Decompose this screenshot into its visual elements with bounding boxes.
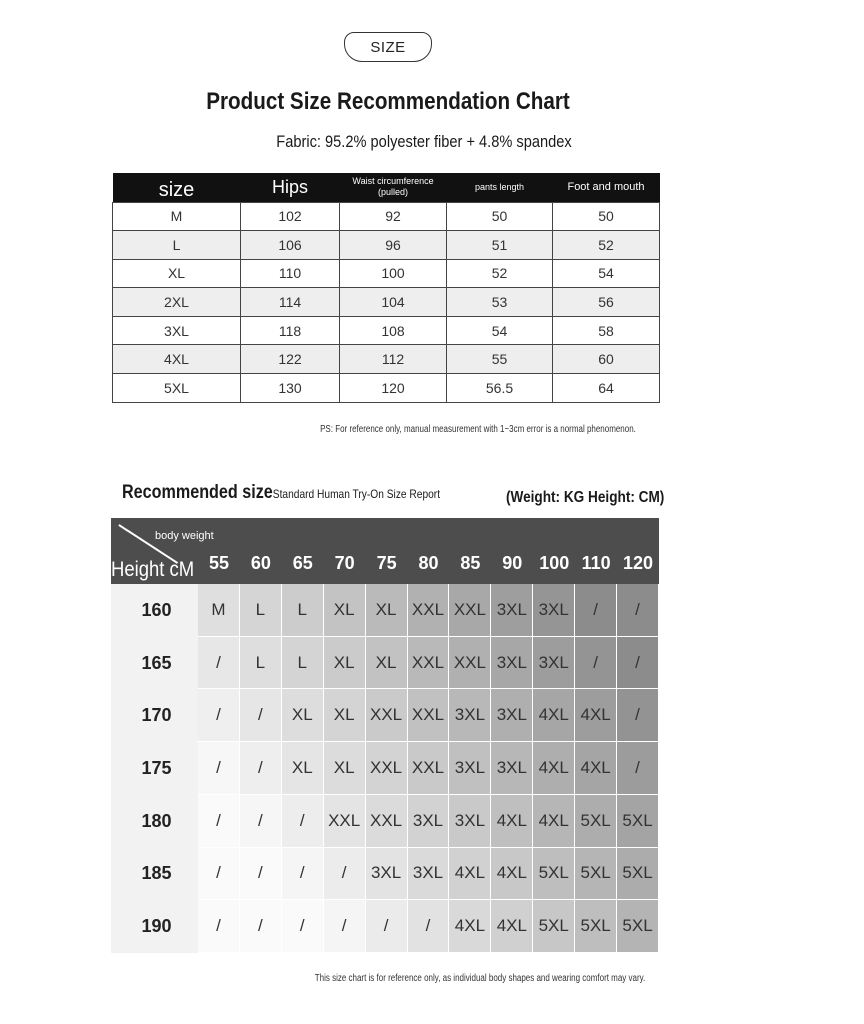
- size-cell: /: [240, 742, 282, 795]
- size-cell: 3XL: [449, 689, 491, 742]
- size-cell: 3XL: [533, 584, 575, 637]
- size-cell: XL: [282, 689, 324, 742]
- corner-height: Height cM: [111, 558, 195, 581]
- size-cell: /: [240, 900, 282, 953]
- recommend-title: [122, 482, 440, 504]
- size-table-header: [113, 173, 660, 202]
- size-cell: 4XL: [491, 795, 533, 848]
- size-cell: XL: [282, 742, 324, 795]
- height-label: 170: [111, 689, 198, 742]
- size-cell: 5XL: [575, 900, 617, 953]
- table-cell: 2XL: [113, 288, 241, 317]
- footer-note: This size chart is for reference only, as individual body shapes and wearing comfort may vary.: [314, 973, 646, 984]
- recommend-subtitle: Standard Human Try-On Size Report: [272, 487, 441, 501]
- weight-header: 75: [366, 518, 408, 584]
- size-cell: L: [240, 584, 282, 637]
- weight-header: 100: [533, 518, 575, 584]
- size-cell: 3XL: [491, 584, 533, 637]
- size-cell: 3XL: [533, 637, 575, 690]
- size-cell: /: [324, 900, 366, 953]
- size-cell: 5XL: [533, 900, 575, 953]
- size-cell: M: [198, 584, 240, 637]
- size-cell: L: [282, 584, 324, 637]
- size-cell: /: [240, 689, 282, 742]
- size-cell: /: [617, 742, 659, 795]
- table-cell: 102: [241, 202, 340, 231]
- table-row: [113, 345, 660, 374]
- size-cell: 3XL: [449, 742, 491, 795]
- header-hips: Hips: [241, 173, 340, 202]
- height-label: 175: [111, 742, 198, 795]
- weight-header: 80: [408, 518, 450, 584]
- table-cell: M: [113, 202, 241, 231]
- size-cell: 5XL: [617, 900, 659, 953]
- size-cell: 3XL: [408, 848, 450, 901]
- table-cell: 54: [447, 316, 553, 345]
- size-cell: XL: [324, 689, 366, 742]
- header-waist: Waist circumference (pulled): [340, 173, 447, 202]
- weight-header: 90: [491, 518, 533, 584]
- size-cell: /: [198, 742, 240, 795]
- weight-header: 55: [198, 518, 240, 584]
- size-cell: 4XL: [533, 689, 575, 742]
- recommendation-grid: [111, 518, 659, 953]
- size-cell: XL: [324, 742, 366, 795]
- size-cell: /: [617, 584, 659, 637]
- table-cell: 5XL: [113, 374, 241, 403]
- size-cell: XXL: [408, 742, 450, 795]
- size-cell: 5XL: [575, 848, 617, 901]
- size-cell: 5XL: [533, 848, 575, 901]
- table-cell: 60: [553, 345, 660, 374]
- weight-header: 60: [240, 518, 282, 584]
- table-cell: 130: [241, 374, 340, 403]
- size-cell: XXL: [408, 689, 450, 742]
- size-table: [112, 173, 660, 403]
- weight-header: 120: [617, 518, 659, 584]
- table-cell: XL: [113, 259, 241, 288]
- size-cell: 4XL: [491, 848, 533, 901]
- size-cell: XXL: [324, 795, 366, 848]
- table-cell: 58: [553, 316, 660, 345]
- size-cell: 3XL: [491, 689, 533, 742]
- table-cell: 50: [447, 202, 553, 231]
- size-cell: /: [324, 848, 366, 901]
- size-cell: /: [575, 584, 617, 637]
- size-cell: /: [198, 848, 240, 901]
- weight-header: 65: [282, 518, 324, 584]
- size-cell: XL: [324, 637, 366, 690]
- header-pants-length: pants length: [447, 173, 553, 202]
- page-title: Product Size Recommendation Chart: [206, 88, 570, 115]
- table-cell: 108: [340, 316, 447, 345]
- size-cell: /: [198, 900, 240, 953]
- size-cell: XXL: [366, 795, 408, 848]
- size-cell: 5XL: [617, 795, 659, 848]
- size-cell: 3XL: [491, 637, 533, 690]
- size-cell: 3XL: [449, 795, 491, 848]
- table-cell: 54: [553, 259, 660, 288]
- table-row: [113, 316, 660, 345]
- height-label: 185: [111, 848, 198, 901]
- table-cell: 110: [241, 259, 340, 288]
- table-cell: 92: [340, 202, 447, 231]
- table-cell: 3XL: [113, 316, 241, 345]
- size-cell: /: [240, 795, 282, 848]
- weight-header: 110: [575, 518, 617, 584]
- size-cell: 4XL: [533, 742, 575, 795]
- table-cell: 106: [241, 231, 340, 260]
- size-cell: 3XL: [491, 742, 533, 795]
- table-cell: 55: [447, 345, 553, 374]
- table-row: [113, 374, 660, 403]
- recommend-title-text: Recommended size: [122, 482, 273, 503]
- size-cell: XL: [366, 637, 408, 690]
- table-cell: 118: [241, 316, 340, 345]
- size-cell: /: [617, 689, 659, 742]
- table-cell: 100: [340, 259, 447, 288]
- size-cell: /: [240, 848, 282, 901]
- height-label: 165: [111, 637, 198, 690]
- size-cell: 5XL: [617, 848, 659, 901]
- weight-header: 85: [449, 518, 491, 584]
- table-cell: 52: [447, 259, 553, 288]
- header-size: size: [113, 173, 241, 202]
- size-cell: XL: [324, 584, 366, 637]
- height-label: 180: [111, 795, 198, 848]
- size-cell: /: [282, 848, 324, 901]
- table-cell: L: [113, 231, 241, 260]
- size-cell: XXL: [366, 742, 408, 795]
- table-cell: 56.5: [447, 374, 553, 403]
- corner-body-weight: body weight: [155, 530, 214, 542]
- table-cell: 112: [340, 345, 447, 374]
- table-cell: 56: [553, 288, 660, 317]
- size-cell: /: [198, 637, 240, 690]
- size-cell: /: [575, 637, 617, 690]
- size-cell: 4XL: [533, 795, 575, 848]
- size-cell: XXL: [408, 637, 450, 690]
- table-cell: 53: [447, 288, 553, 317]
- table-cell: 122: [241, 345, 340, 374]
- size-cell: /: [617, 637, 659, 690]
- size-cell: 4XL: [449, 848, 491, 901]
- table-cell: 120: [340, 374, 447, 403]
- table-row: [113, 231, 660, 260]
- table-cell: 51: [447, 231, 553, 260]
- grid-corner: [111, 518, 214, 584]
- fabric-info: Fabric: 95.2% polyester fiber + 4.8% spandex: [276, 132, 572, 151]
- table-cell: 4XL: [113, 345, 241, 374]
- weight-header: 70: [324, 518, 366, 584]
- size-cell: /: [282, 795, 324, 848]
- table-cell: 50: [553, 202, 660, 231]
- ps-note: PS: For reference only, manual measurement with 1~3cm error is a normal phenomenon.: [320, 424, 636, 435]
- table-row: [113, 202, 660, 231]
- size-cell: /: [408, 900, 450, 953]
- height-label: 160: [111, 584, 198, 637]
- size-cell: 5XL: [575, 795, 617, 848]
- table-cell: 104: [340, 288, 447, 317]
- size-cell: XXL: [449, 637, 491, 690]
- size-cell: /: [198, 795, 240, 848]
- table-cell: 52: [553, 231, 660, 260]
- header-foot-mouth: Foot and mouth: [553, 173, 660, 202]
- size-cell: /: [282, 900, 324, 953]
- size-cell: /: [366, 900, 408, 953]
- size-cell: 4XL: [575, 742, 617, 795]
- size-cell: 4XL: [491, 900, 533, 953]
- size-cell: 3XL: [408, 795, 450, 848]
- size-cell: /: [198, 689, 240, 742]
- size-cell: L: [240, 637, 282, 690]
- table-cell: 96: [340, 231, 447, 260]
- units-label: (Weight: KG Height: CM): [505, 489, 664, 506]
- table-row: [113, 288, 660, 317]
- size-cell: L: [282, 637, 324, 690]
- table-cell: 64: [553, 374, 660, 403]
- size-cell: XL: [366, 584, 408, 637]
- size-cell: XXL: [449, 584, 491, 637]
- size-badge: SIZE: [344, 32, 432, 62]
- size-cell: 4XL: [449, 900, 491, 953]
- size-cell: 3XL: [366, 848, 408, 901]
- height-label: 190: [111, 900, 198, 953]
- size-cell: XXL: [366, 689, 408, 742]
- size-cell: 4XL: [575, 689, 617, 742]
- table-row: [113, 259, 660, 288]
- table-cell: 114: [241, 288, 340, 317]
- size-cell: XXL: [408, 584, 450, 637]
